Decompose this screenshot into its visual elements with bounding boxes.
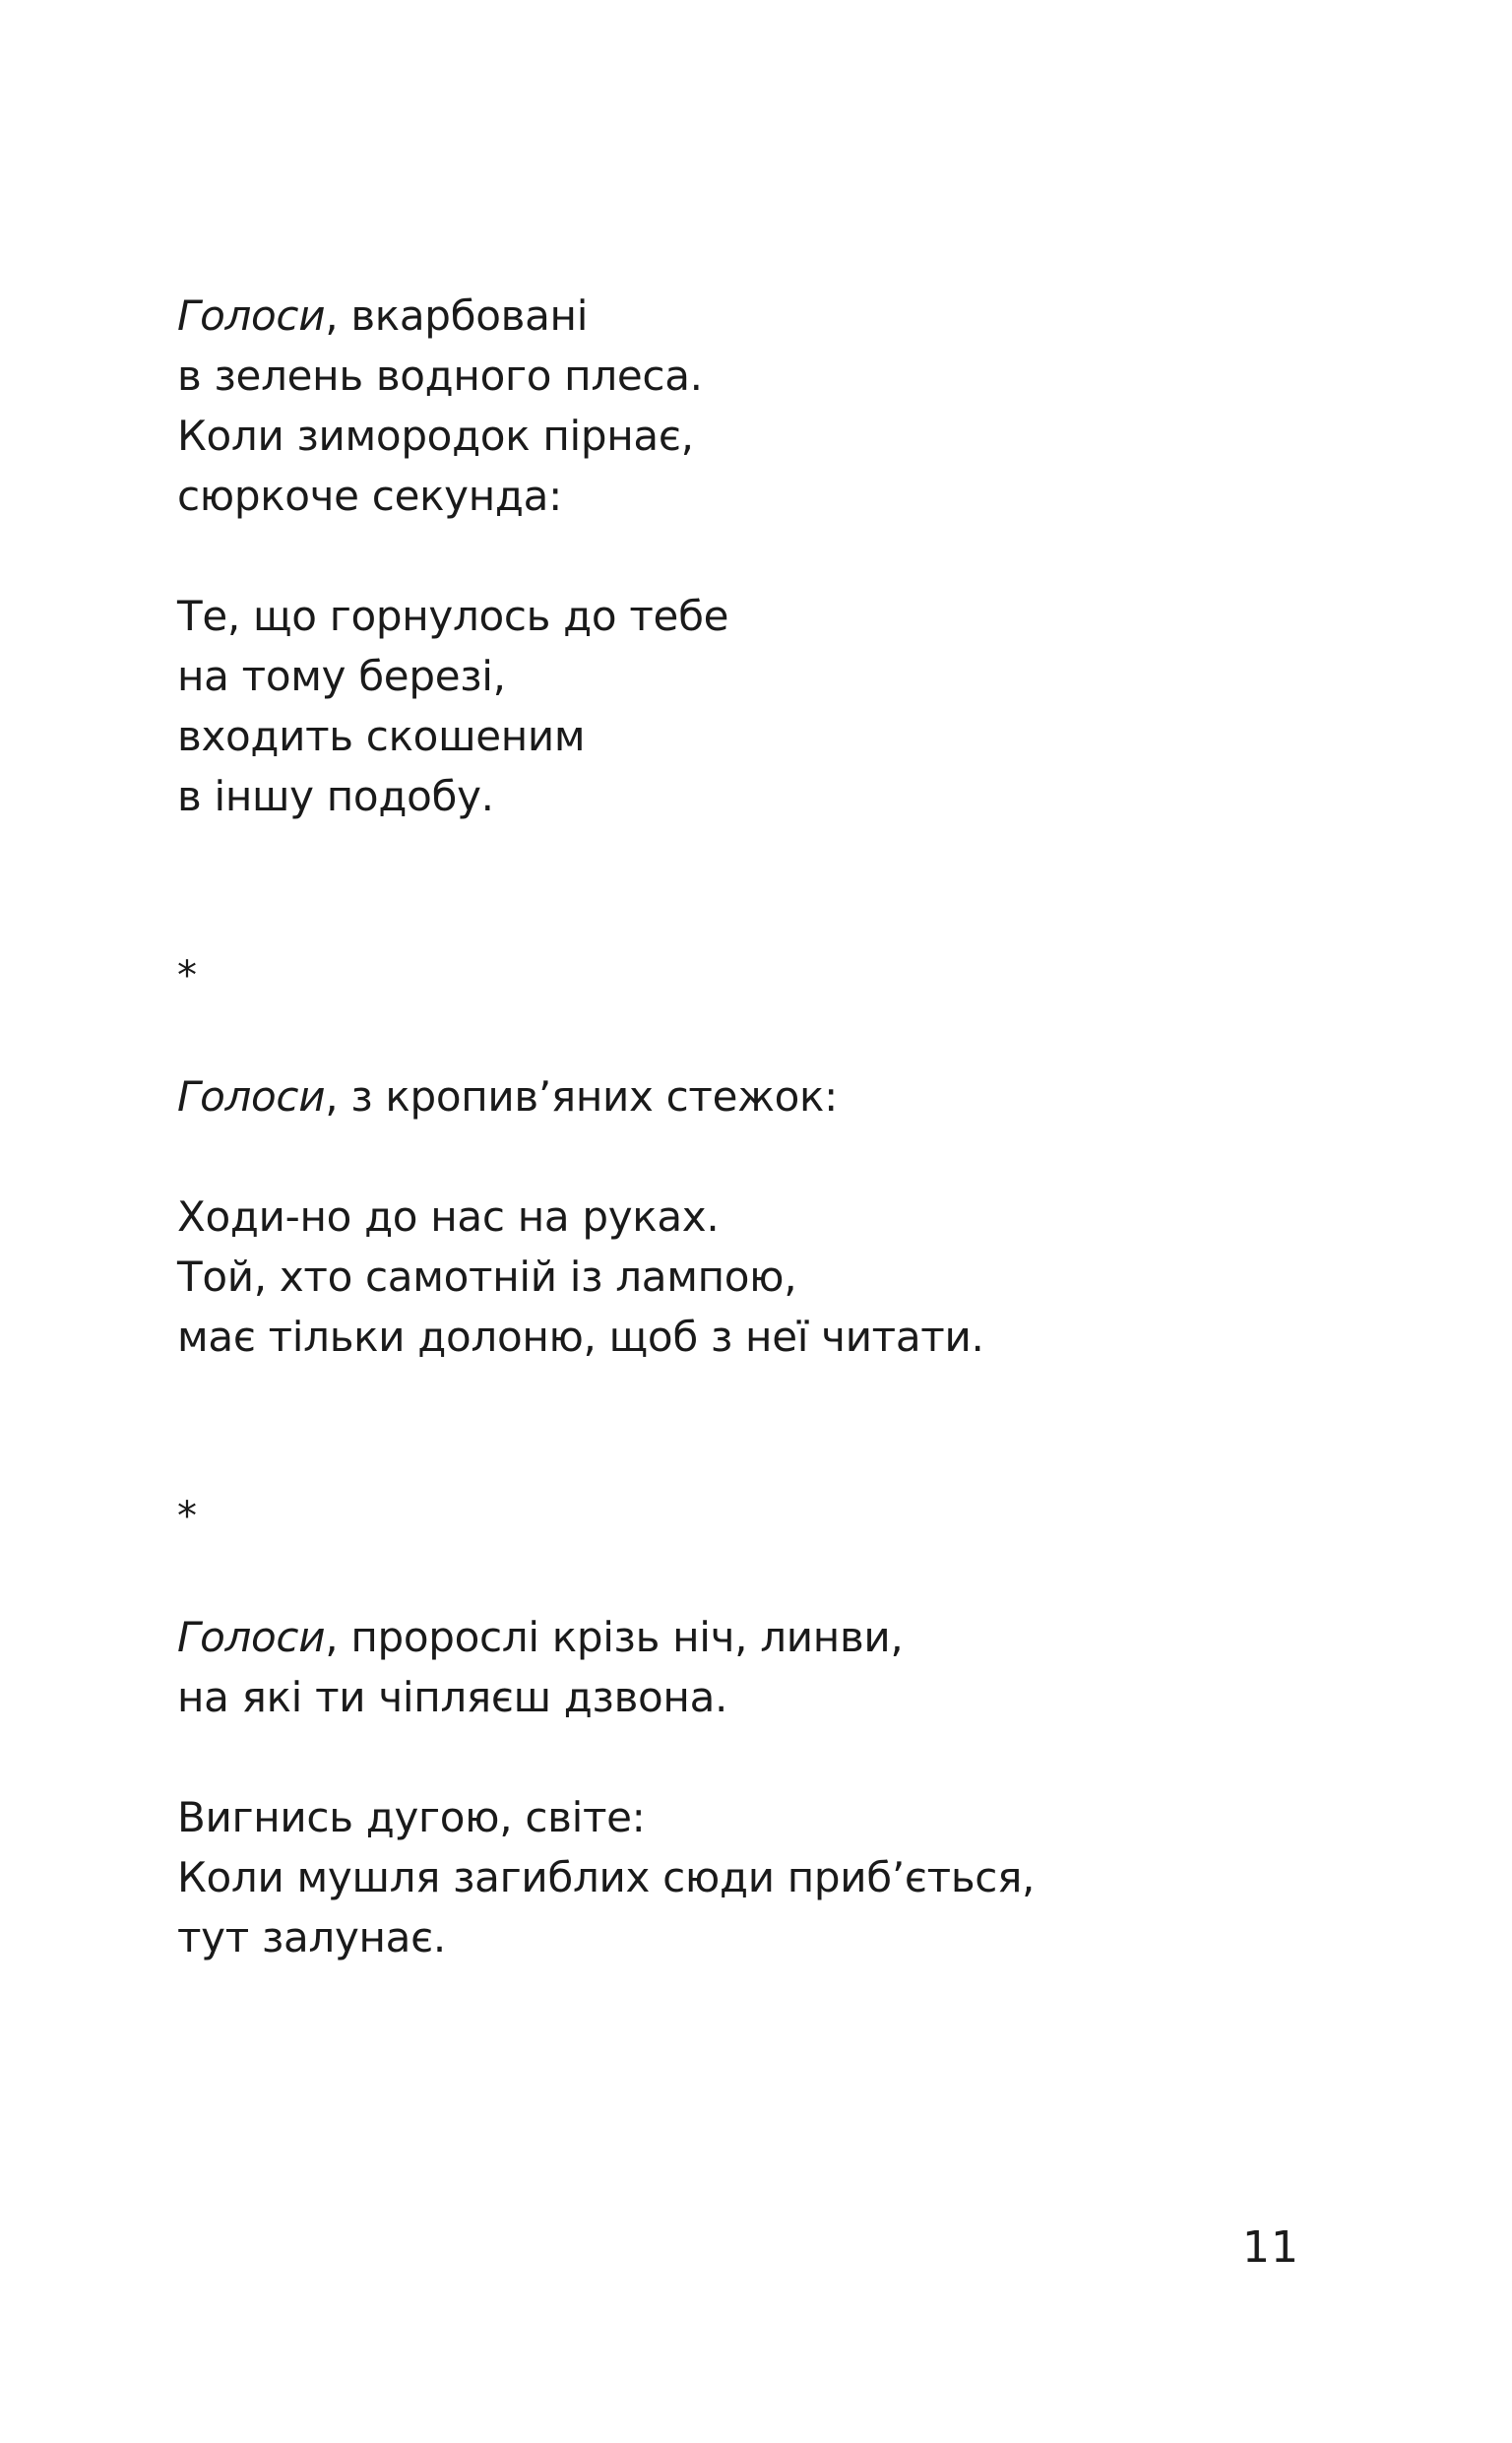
poem-line: сюркоче секунда: (177, 472, 562, 520)
poem-line: Ходи-но до нас на руках. (177, 1192, 720, 1241)
poem-line: входить скошеним (177, 712, 586, 760)
poem-line: Вигнись дугою, світе: (177, 1793, 646, 1841)
poem-line: має тільки долоню, щоб з неї читати. (177, 1313, 984, 1361)
line-text: , вкарбовані (325, 291, 589, 340)
poem-text (177, 286, 1358, 1967)
asterisk-separator: * (177, 1494, 197, 1539)
stanza-break (177, 1126, 1358, 1187)
poem-line (177, 1066, 1358, 1126)
poem-line: Те, що горнулось до тебе (177, 592, 729, 640)
line-text: , пророслі крізь ніч, линви, (325, 1613, 904, 1661)
poem-line (177, 1607, 1358, 1667)
poem-line: Коли зимородок пірнає, (177, 412, 694, 460)
stanza-break (177, 1727, 1358, 1787)
stanza-break (177, 526, 1358, 586)
stanza-break (177, 1006, 1358, 1066)
page-number: 11 (1242, 2222, 1299, 2273)
poem-line: в зелень водного плеса. (177, 352, 703, 400)
poem-line: Коли мушля загиблих сюди приб’ється, (177, 1853, 1036, 1901)
line-text: , з кропив’яних стежок: (325, 1072, 838, 1121)
poem-line: Той, хто самотній із лампою, (177, 1253, 797, 1301)
poem-line: на тому березі, (177, 652, 506, 700)
asterisk-separator: * (177, 953, 197, 998)
section-break (177, 1367, 1358, 1487)
stanza-break (177, 1547, 1358, 1607)
poem-line: на які ти чіпляєш дзвона. (177, 1673, 728, 1721)
section-break (177, 826, 1358, 946)
poem-line: в іншу подобу. (177, 772, 494, 820)
italic-word: Голоси (177, 1072, 326, 1121)
italic-word: Голоси (177, 291, 326, 340)
italic-word: Голоси (177, 1613, 326, 1661)
poem-line (177, 286, 1358, 346)
poem-line: тут залунає. (177, 1913, 446, 1961)
